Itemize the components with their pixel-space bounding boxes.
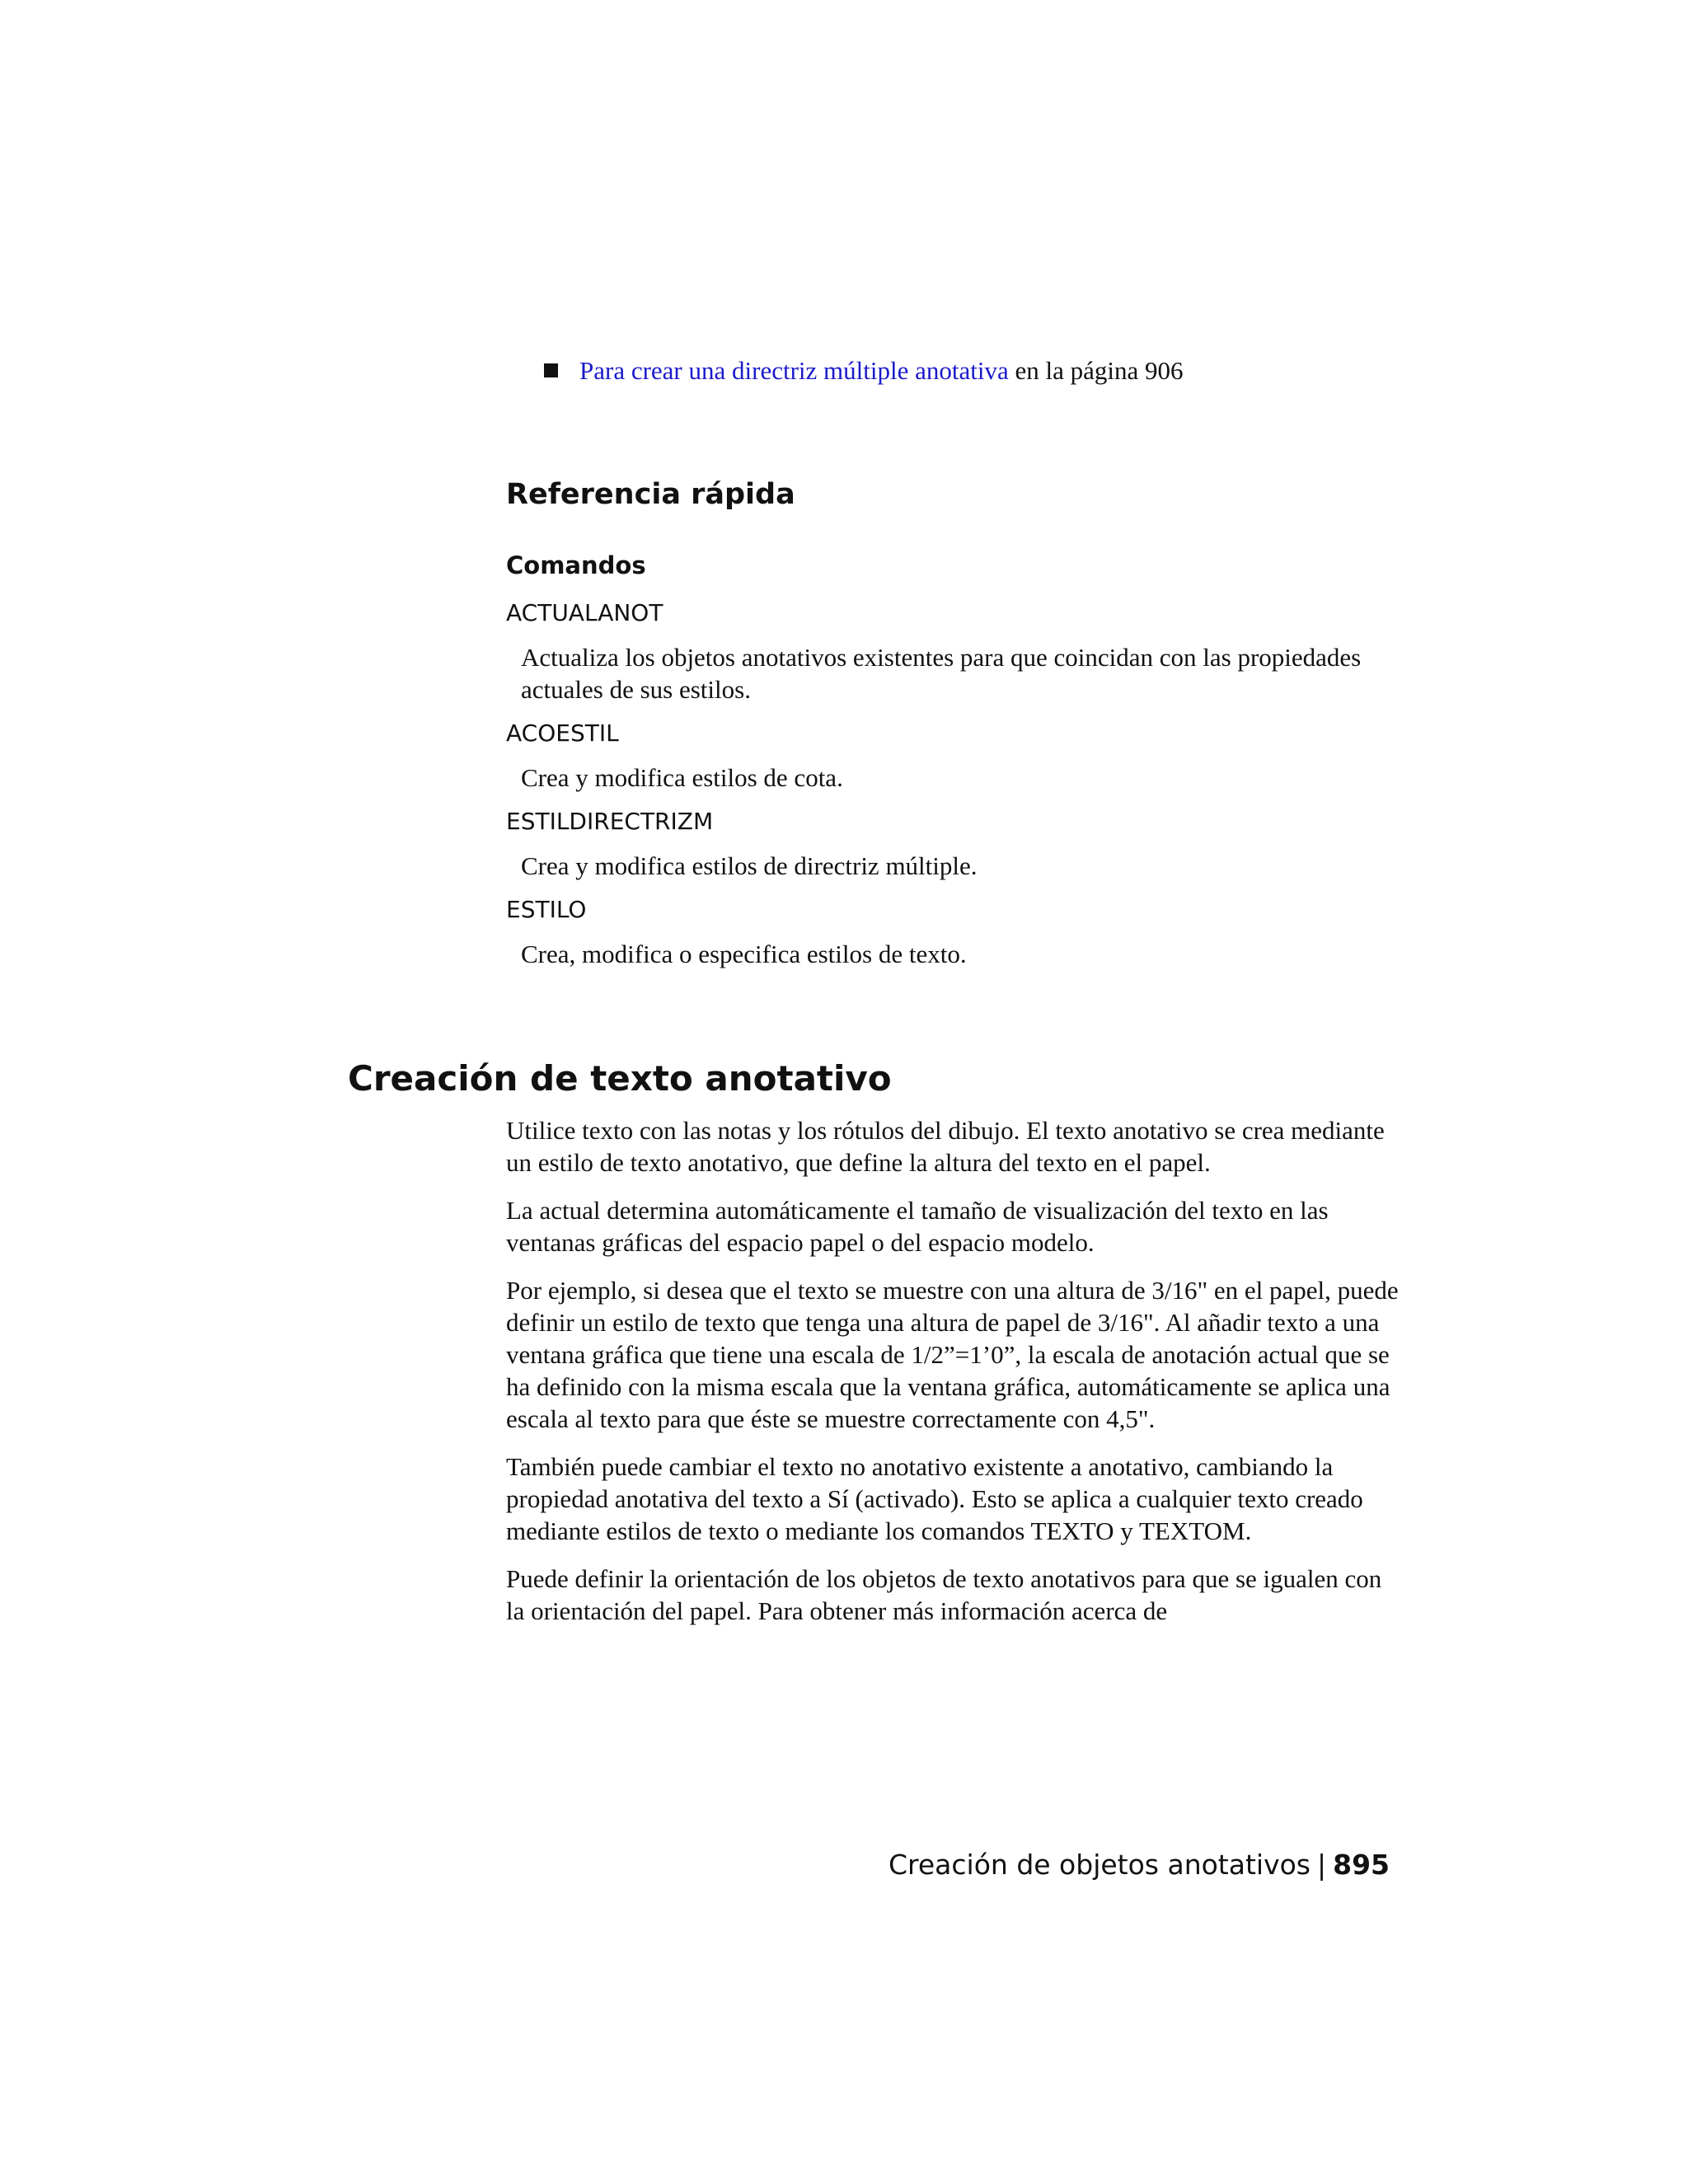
- command-entry: [506, 598, 1413, 705]
- footer-chapter-title: Creación de objetos anotativos: [889, 1849, 1311, 1881]
- command-entry: [506, 895, 1413, 970]
- section-body: [506, 1114, 1400, 1643]
- command-description: Crea, modifica o especifica estilos de texto.: [521, 940, 967, 968]
- command-description: Crea y modifica estilos de directriz múltiple.: [521, 851, 978, 880]
- command-entry: [506, 807, 1413, 882]
- quick-reference-heading: Referencia rápida: [506, 478, 795, 511]
- footer-separator: |: [1316, 1849, 1327, 1881]
- command-entry: [506, 719, 1413, 794]
- body-paragraph: Por ejemplo, si desea que el texto se muestre con una altura de 3/16" en el papel, puede definir un estilo de texto que tenga una altura de papel de 3/16". Al añadir texto a una ventana gráfica que tiene una escala de 1/2”=1’0”, la escala de anotación actual que se ha definido con la misma escala que la ventana gráfica, automáticamente se aplica una escala al texto para que éste se muestre correctamente con 4,5".: [506, 1276, 1399, 1433]
- body-paragraph: También puede cambiar el texto no anotativo existente a anotativo, cambiando la propiedad anotativa del texto a Sí (activado). Esto se aplica a cualquier texto creado mediante estilos de texto o mediante los comandos TEXTO y TEXTOM.: [506, 1452, 1363, 1545]
- command-name[interactable]: ESTILO: [506, 896, 587, 923]
- body-paragraph: La actual determina automáticamente el tamaño de visualización del texto en las ventanas gráficas del espacio papel o del espacio modelo.: [506, 1196, 1329, 1257]
- command-name[interactable]: ACTUALANOT: [506, 599, 663, 626]
- related-link-item: [544, 354, 1533, 387]
- commands-list: [506, 598, 1413, 983]
- related-topic-link[interactable]: Para crear una directriz múltiple anotativa: [579, 356, 1009, 385]
- command-name[interactable]: ACOESTIL: [506, 719, 619, 747]
- page-number: 895: [1333, 1849, 1390, 1881]
- command-description: Actualiza los objetos anotativos existentes para que coincidan con las propiedades actuales de sus estilos.: [521, 643, 1362, 704]
- related-link-page-ref: en la página 906: [1008, 356, 1184, 385]
- bullet-icon: [544, 363, 558, 377]
- page-footer: [889, 1848, 1390, 1882]
- body-paragraph: Utilice texto con las notas y los rótulos del dibujo. El texto anotativo se crea mediante un estilo de texto anotativo, que define la altura del texto en el papel.: [506, 1116, 1385, 1177]
- command-description: Crea y modifica estilos de cota.: [521, 763, 843, 792]
- command-name[interactable]: ESTILDIRECTRIZM: [506, 808, 714, 835]
- body-paragraph: Puede definir la orientación de los objetos de texto anotativos para que se igualen con la orientación del papel. Para obtener más información acerca de: [506, 1564, 1382, 1625]
- commands-heading: Comandos: [506, 551, 646, 579]
- section-heading: Creación de texto anotativo: [348, 1058, 892, 1099]
